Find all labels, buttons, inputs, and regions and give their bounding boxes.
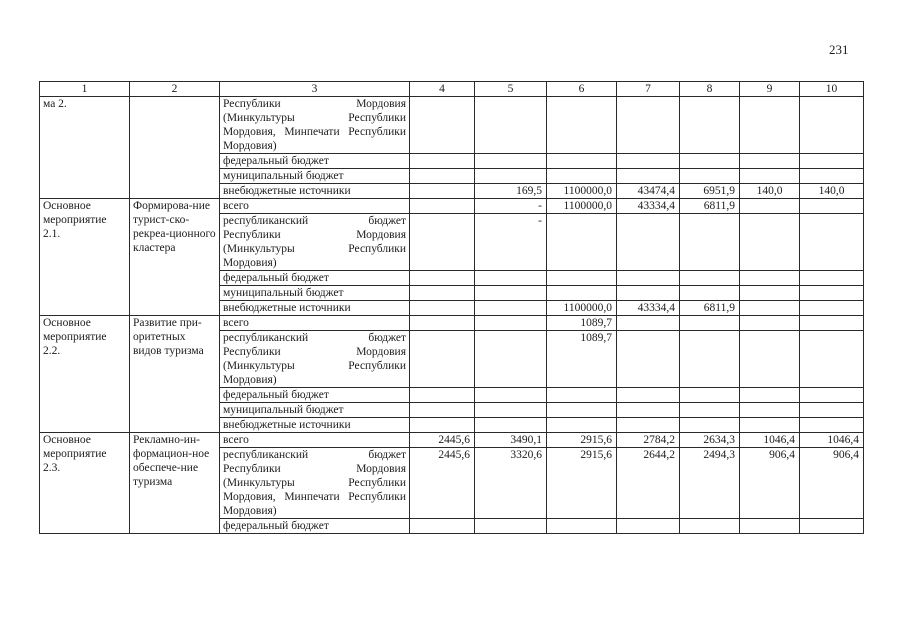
page-number: 231 <box>829 42 849 57</box>
value-cell: 43334,4 <box>617 199 680 214</box>
value-cell <box>475 169 547 184</box>
measure-name-cell <box>130 97 220 199</box>
value-cell <box>410 286 475 301</box>
value-cell <box>800 214 864 271</box>
value-cell: 6811,9 <box>680 301 740 316</box>
value-cell <box>547 214 617 271</box>
measure-cell: Основное мероприятие 2.2. <box>40 316 130 433</box>
value-cell <box>617 316 680 331</box>
funding-source-cell: федеральный бюджет <box>220 388 410 403</box>
measure-name-cell: Формирова-ние турист-ско- рекреа-ционного кластера <box>130 199 220 316</box>
value-cell <box>410 184 475 199</box>
value-cell <box>680 403 740 418</box>
funding-source-cell: внебюджетные источники <box>220 418 410 433</box>
value-cell <box>410 271 475 286</box>
funding-source-cell: внебюджетные источники <box>220 184 410 199</box>
value-cell <box>547 169 617 184</box>
value-cell <box>800 388 864 403</box>
value-cell <box>617 169 680 184</box>
value-cell: 3490,1 <box>475 433 547 448</box>
header-row <box>40 82 864 97</box>
value-cell: 1100000,0 <box>547 199 617 214</box>
value-cell <box>740 199 800 214</box>
value-cell <box>740 519 800 534</box>
value-cell <box>410 214 475 271</box>
value-cell: 6951,9 <box>680 184 740 199</box>
measure-cell: ма 2. <box>40 97 130 199</box>
value-cell <box>410 199 475 214</box>
value-cell <box>680 97 740 154</box>
column-header: 3 <box>220 82 410 97</box>
funding-source-cell: республиканский бюджет Республики Мордовия (Минкультуры Республики Мордовия) <box>220 214 410 271</box>
table-row <box>40 97 864 154</box>
value-cell: 2784,2 <box>617 433 680 448</box>
measure-cell: Основное мероприятие 2.1. <box>40 199 130 316</box>
column-header: 4 <box>410 82 475 97</box>
value-cell <box>617 271 680 286</box>
value-cell <box>680 214 740 271</box>
value-cell <box>680 154 740 169</box>
value-cell <box>740 403 800 418</box>
value-cell <box>547 403 617 418</box>
value-cell <box>547 154 617 169</box>
value-cell <box>740 154 800 169</box>
value-cell <box>800 519 864 534</box>
column-header: 9 <box>740 82 800 97</box>
value-cell <box>800 169 864 184</box>
value-cell <box>800 271 864 286</box>
value-cell <box>547 388 617 403</box>
column-header: 5 <box>475 82 547 97</box>
column-header: 7 <box>617 82 680 97</box>
value-cell: 2644,2 <box>617 448 680 519</box>
value-cell <box>617 388 680 403</box>
value-cell <box>475 286 547 301</box>
value-cell <box>547 97 617 154</box>
value-cell <box>740 331 800 388</box>
budget-table <box>39 81 864 534</box>
value-cell <box>800 331 864 388</box>
value-cell: 3320,6 <box>475 448 547 519</box>
funding-source-cell: всего <box>220 433 410 448</box>
value-cell: 6811,9 <box>680 199 740 214</box>
value-cell: 906,4 <box>800 448 864 519</box>
value-cell <box>680 388 740 403</box>
value-cell <box>410 301 475 316</box>
funding-source-cell: республиканский бюджет Республики Мордовия (Минкультуры Республики Мордовия) <box>220 331 410 388</box>
value-cell <box>410 519 475 534</box>
value-cell: 43474,4 <box>617 184 680 199</box>
value-cell <box>740 97 800 154</box>
value-cell <box>680 331 740 388</box>
value-cell <box>800 286 864 301</box>
value-cell <box>617 154 680 169</box>
value-cell <box>475 519 547 534</box>
value-cell <box>547 271 617 286</box>
value-cell <box>740 271 800 286</box>
value-cell <box>617 519 680 534</box>
value-cell <box>410 331 475 388</box>
measure-cell: Основное мероприятие 2.3. <box>40 433 130 534</box>
value-cell: 1100000,0 <box>547 184 617 199</box>
value-cell <box>680 169 740 184</box>
funding-source-cell: внебюджетные источники <box>220 301 410 316</box>
value-cell <box>410 154 475 169</box>
value-cell <box>475 301 547 316</box>
value-cell: 2915,6 <box>547 448 617 519</box>
value-cell <box>740 301 800 316</box>
table-row <box>40 199 864 214</box>
value-cell: 1046,4 <box>800 433 864 448</box>
value-cell <box>617 286 680 301</box>
value-cell <box>617 403 680 418</box>
column-header: 1 <box>40 82 130 97</box>
value-cell <box>617 331 680 388</box>
funding-source-cell: федеральный бюджет <box>220 271 410 286</box>
funding-source-cell: муниципальный бюджет <box>220 403 410 418</box>
value-cell <box>680 418 740 433</box>
value-cell <box>740 388 800 403</box>
value-cell <box>740 418 800 433</box>
value-cell <box>475 331 547 388</box>
value-cell <box>617 418 680 433</box>
column-header: 10 <box>800 82 864 97</box>
value-cell: 2494,3 <box>680 448 740 519</box>
value-cell <box>800 403 864 418</box>
value-cell <box>617 214 680 271</box>
value-cell <box>410 403 475 418</box>
value-cell <box>800 97 864 154</box>
value-cell: 140,0 <box>740 184 800 199</box>
value-cell <box>475 418 547 433</box>
value-cell: 1089,7 <box>547 316 617 331</box>
value-cell: 169,5 <box>475 184 547 199</box>
funding-source-cell: республиканский бюджет Республики Мордовия (Минкультуры Республики Мордовия, Минпечати Республики Мордовия) <box>220 448 410 519</box>
value-cell: 2445,6 <box>410 448 475 519</box>
funding-source-cell: муниципальный бюджет <box>220 169 410 184</box>
value-cell <box>800 154 864 169</box>
value-cell <box>547 286 617 301</box>
value-cell <box>475 316 547 331</box>
funding-source-cell: муниципальный бюджет <box>220 286 410 301</box>
value-cell <box>547 418 617 433</box>
value-cell: 1100000,0 <box>547 301 617 316</box>
value-cell <box>740 169 800 184</box>
value-cell <box>800 418 864 433</box>
value-cell <box>800 199 864 214</box>
funding-source-cell: федеральный бюджет <box>220 154 410 169</box>
value-cell <box>617 97 680 154</box>
column-header: 8 <box>680 82 740 97</box>
value-cell <box>475 271 547 286</box>
value-cell: 1089,7 <box>547 331 617 388</box>
funding-source-cell: федеральный бюджет <box>220 519 410 534</box>
value-cell <box>680 519 740 534</box>
column-header: 2 <box>130 82 220 97</box>
measure-name-cell: Рекламно-ин-формацион-ное обеспече-ние туризма <box>130 433 220 534</box>
value-cell <box>475 388 547 403</box>
value-cell: 43334,4 <box>617 301 680 316</box>
value-cell: 2445,6 <box>410 433 475 448</box>
value-cell <box>680 316 740 331</box>
value-cell <box>740 214 800 271</box>
value-cell <box>475 403 547 418</box>
value-cell: 2634,3 <box>680 433 740 448</box>
value-cell <box>800 316 864 331</box>
value-cell <box>410 388 475 403</box>
value-cell <box>680 271 740 286</box>
value-cell: 140,0 <box>800 184 864 199</box>
value-cell <box>740 286 800 301</box>
value-cell: 906,4 <box>740 448 800 519</box>
value-cell <box>410 97 475 154</box>
value-cell <box>475 97 547 154</box>
value-cell <box>800 301 864 316</box>
value-cell <box>410 169 475 184</box>
value-cell <box>410 316 475 331</box>
funding-source-cell: всего <box>220 199 410 214</box>
value-cell <box>475 154 547 169</box>
measure-name-cell: Развитие при-оритетных видов туризма <box>130 316 220 433</box>
table-row <box>40 316 864 331</box>
value-cell: - <box>475 214 547 271</box>
funding-source-cell: всего <box>220 316 410 331</box>
value-cell <box>740 316 800 331</box>
column-header: 6 <box>547 82 617 97</box>
value-cell: 1046,4 <box>740 433 800 448</box>
value-cell <box>410 418 475 433</box>
value-cell: 2915,6 <box>547 433 617 448</box>
table-row <box>40 433 864 448</box>
value-cell <box>547 519 617 534</box>
value-cell <box>680 286 740 301</box>
funding-source-cell: Республики Мордовия (Минкультуры Республики Мордовия, Минпечати Республики Мордовия) <box>220 97 410 154</box>
value-cell: - <box>475 199 547 214</box>
